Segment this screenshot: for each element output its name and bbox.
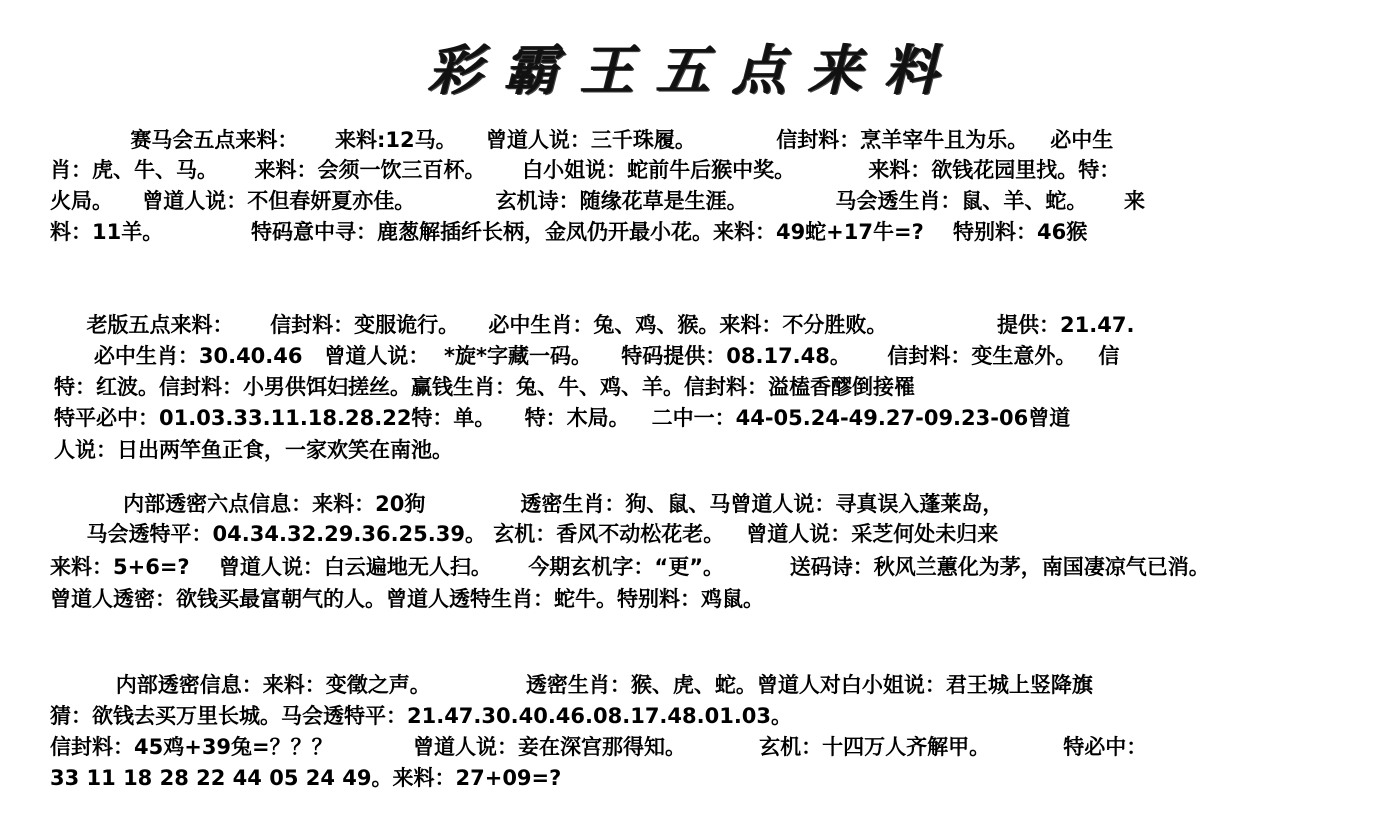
page-title: 彩霸王五点来料	[428, 38, 960, 102]
section-4-line-3: 信封料：45鸡+39兔=？？？ 曾道人说：妾在深宫那得知。 玄机：十四万人齐解甲。 特必中：	[50, 735, 1148, 759]
section-1-line-3: 火局。 曾道人说：不但春妍夏亦佳。 玄机诗：随缘花草是生涯。 马会透生肖：鼠、羊、蛇。 来	[50, 189, 1145, 213]
section-2-line-5: 人说：日出两竿鱼正食，一家欢笑在南池。	[54, 438, 453, 462]
section-3-line-2: 马会透特平：04.34.32.29.36.25.39。 玄机：香风不动松花老。 曾道人说：采芝何处未归来	[50, 522, 999, 546]
section-2-line-4: 特平必中：01.03.33.11.18.28.22特：单。 特：木局。 二中一：44-05.24-49.27-09.23-06曾道	[54, 406, 1071, 430]
section-2-line-2: 必中生肖：30.40.46 曾道人说： *旋*字藏一码。 特码提供：08.17.48。 信封料：变生意外。 信	[50, 344, 1120, 368]
section-4-line-2: 猜：欲钱去买万里长城。马会透特平：21.47.30.40.46.08.17.48.01.03。	[50, 704, 793, 728]
section-4-line-1: 内部透密信息：来料：变徵之声。 透密生肖：猴、虎、蛇。曾道人对白小姐说：君王城上竖降旗	[50, 673, 1093, 697]
section-1-line-4: 料：11羊。 特码意中寻：鹿葱解插纤长柄，金凤仍开最小花。来料：49蛇+17牛=? 特别料：46猴	[50, 220, 1088, 244]
section-1-line-2: 肖：虎、牛、马。 来料：会须一饮三百杯。 白小姐说：蛇前牛后猴中奖。 来料：欲钱花园里找。特：	[50, 158, 1121, 182]
section-4-line-4: 33 11 18 28 22 44 05 24 49。来料：27+09=?	[50, 766, 562, 790]
section-3-line-1: 内部透密六点信息：来料：20狗 透密生肖：狗、鼠、马曾道人说：寻真误入蓬莱岛，	[50, 492, 1004, 516]
section-3-line-3: 来料：5+6=? 曾道人说：白云遍地无人扫。 今期玄机字：“更”。 送码诗：秋风兰蕙化为茅，南国凄凉气已消。	[50, 555, 1210, 579]
section-2-line-3: 特：红波。信封料：小男供饵妇搓丝。赢钱生肖：兔、牛、鸡、羊。信封料：溢榼香醪倒接罹	[54, 375, 915, 399]
section-2-line-1: 老版五点来料： 信封料：变服诡行。 必中生肖：兔、鸡、猴。来料：不分胜败。 提供：21.47.	[50, 313, 1135, 337]
section-3-line-4: 曾道人透密：欲钱买最富朝气的人。曾道人透特生肖：蛇牛。特别料：鸡鼠。	[50, 587, 764, 611]
section-1-line-1: 赛马会五点来料： 来料:12马。 曾道人说：三千珠履。 信封料：烹羊宰牛且为乐。 必中生	[50, 128, 1114, 152]
